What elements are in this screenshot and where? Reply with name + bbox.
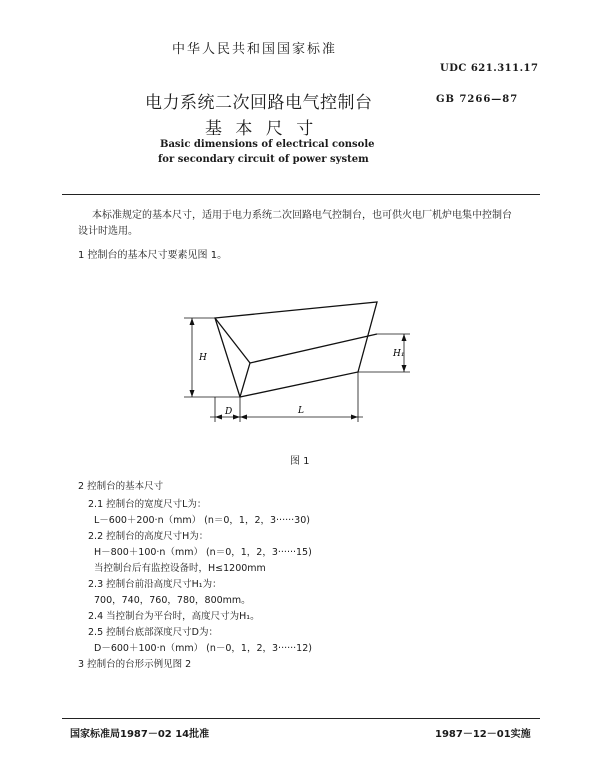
header-divider (62, 194, 540, 195)
figure-label-h1: H₁ (393, 349, 405, 359)
section-2-4-title: 2.4 当控制台为平台时，高度尺寸为H₁。 (88, 611, 260, 622)
console-dimension-figure (180, 284, 420, 436)
figure-caption: 图 1 (290, 456, 310, 467)
approval-date: 国家标准局1987－02 14批准 (70, 729, 210, 740)
figure-label-l: L (298, 406, 304, 416)
document-subtitle-cn: 基 本 尺 寸 (205, 119, 318, 139)
implementation-date: 1987－12－01实施 (435, 729, 531, 740)
issuing-authority-title: 中华人民共和国国家标准 (172, 42, 338, 57)
udc-number: UDC 621.311.17 (440, 63, 539, 74)
section-2-2-title: 2.2 控制台的高度尺寸H为： (88, 531, 209, 542)
document-title-en-line1: Basic dimensions of electrical console (160, 139, 375, 150)
figure-label-d: D (225, 407, 233, 417)
document-title-en-line2: for secondary circuit of power system (158, 154, 369, 165)
section-2-1-title: 2.1 控制台的宽度尺寸L为： (88, 499, 207, 510)
section-2-5-formula: D－600＋100·n（mm） (n－0，1，2，3······12) (94, 643, 312, 654)
section-2-1-formula: L－600＋200·n（mm） (n＝0，1，2，3······30) (94, 515, 310, 526)
section-2-3-values: 700，740，760，780，800mm。 (94, 595, 251, 606)
section-2-3-title: 2.3 控制台前沿高度尺寸H₁为： (88, 579, 222, 590)
footer-divider (62, 718, 540, 719)
document-title-cn: 电力系统二次回路电气控制台 (145, 93, 373, 113)
section-1-text: 1 控制台的基本尺寸要素见图 1。 (78, 250, 228, 261)
intro-paragraph-line1: 本标准规定的基本尺寸，适用于电力系统二次回路电气控制台，也可供火电厂机炉电集中控制台 (92, 210, 512, 221)
section-2-2-formula: H－800＋100·n（mm） (n＝0，1，2，3······15) (94, 547, 312, 558)
section-3-text: 3 控制台的台形示例见图 2 (78, 659, 192, 670)
intro-paragraph-line2: 设计时选用。 (78, 226, 138, 237)
gb-standard-number: GB 7266—87 (436, 94, 519, 105)
section-2-5-title: 2.5 控制台底部深度尺寸D为： (88, 627, 218, 638)
section-2-2-note: 当控制台后有监控设备时，H≤1200mm (94, 563, 266, 574)
section-2-title: 2 控制台的基本尺寸 (78, 481, 164, 492)
figure-label-h: H (199, 353, 207, 363)
